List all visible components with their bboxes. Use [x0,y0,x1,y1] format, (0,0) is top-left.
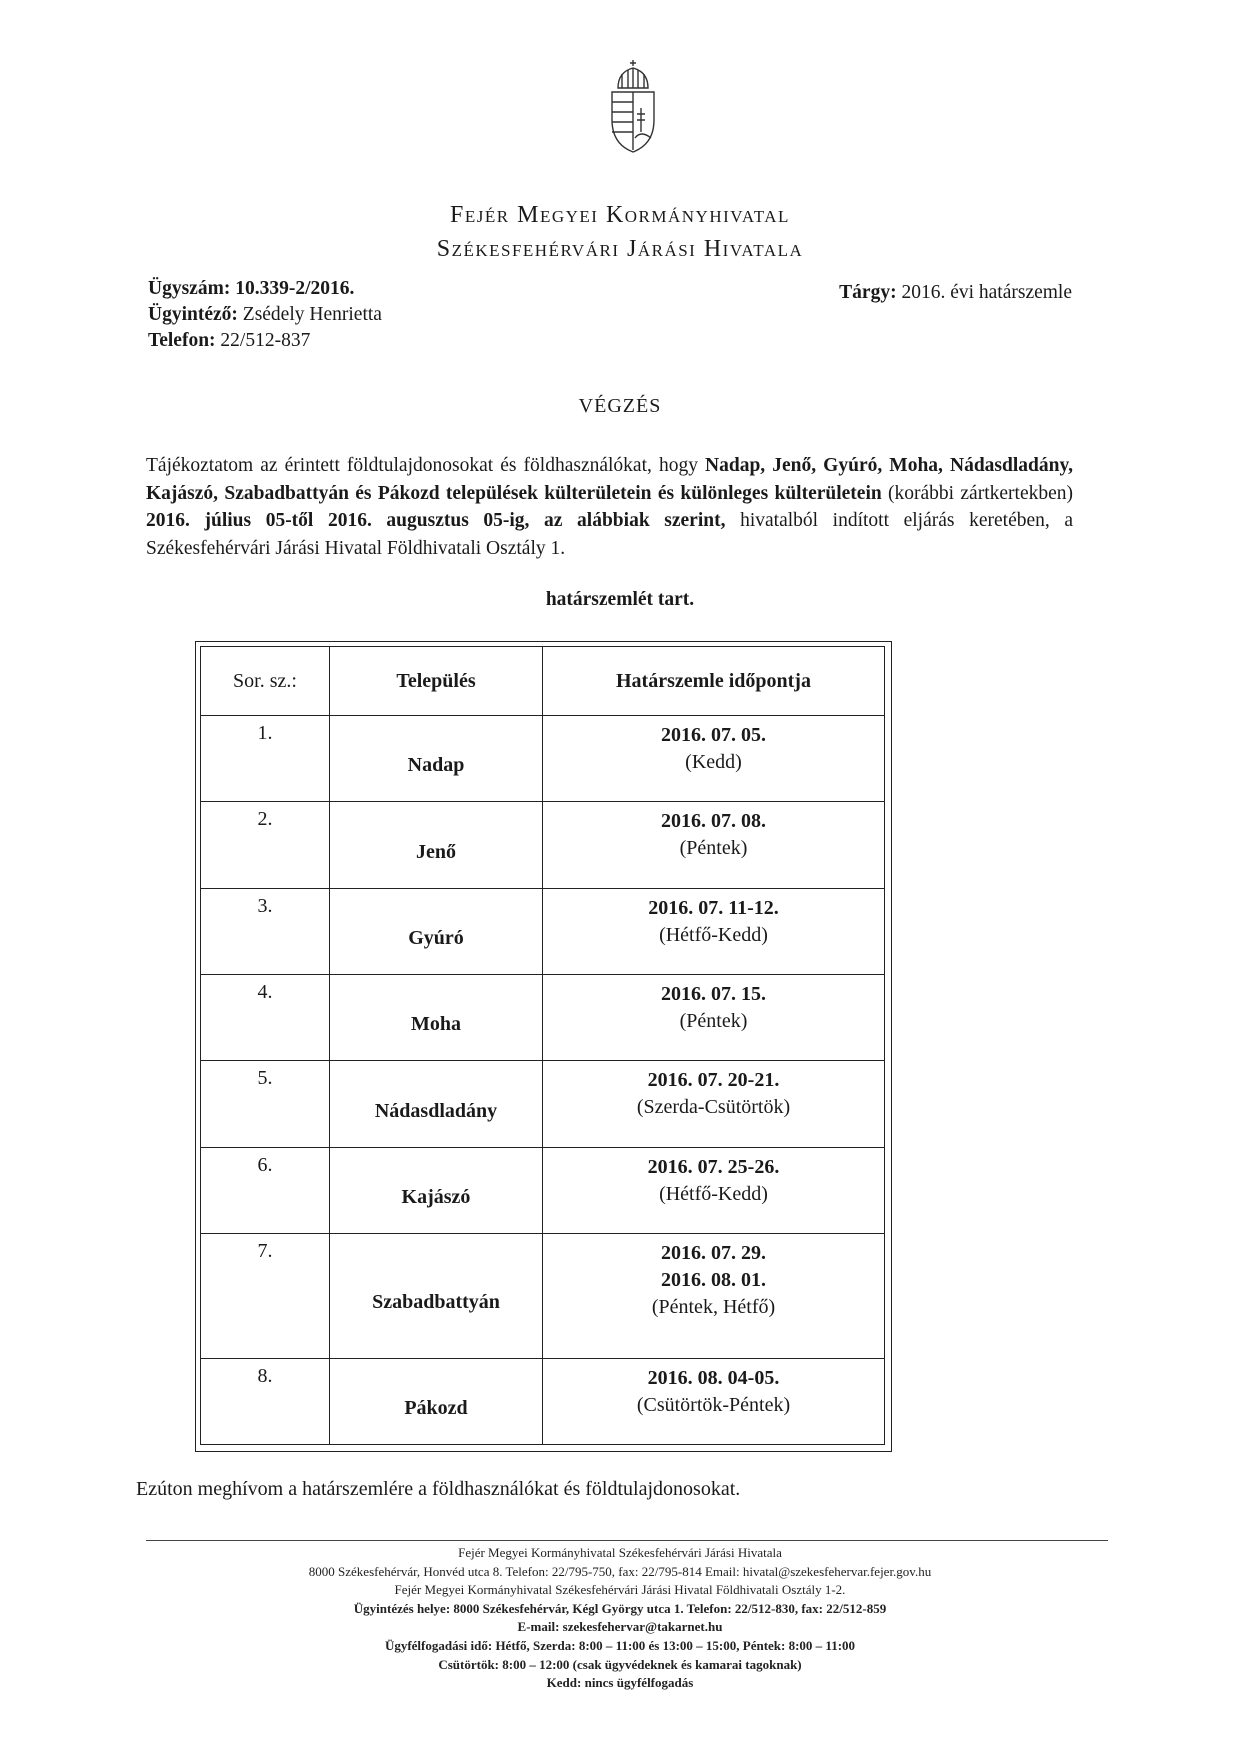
row-settlement: Nádasdladány [330,1061,543,1147]
row-date: 2016. 07. 15. [661,983,766,1006]
table-row [201,1358,885,1444]
row-number: 5. [201,1061,330,1147]
row-date: 2016. 07. 05. [661,724,766,746]
row-number: 1. [201,716,330,802]
letterhead [0,198,1240,266]
footer-line: E-mail: szekesfehervar@takarnet.hu [517,1619,723,1635]
row-settlement: Szabadbattyán [330,1234,543,1359]
body-intro: Tájékoztatom az érintett földtulajdonosokat és földhasználókat, hogy [146,455,698,476]
body-paragraph [146,452,1073,562]
footer-line: Ügyintézés helye: 8000 Székesfehérvár, Kégl György utca 1. Telefon: 22/512-830, fax: 22/512-859 [353,1600,887,1616]
row-dates [543,975,885,1061]
coat-of-arms-icon [604,58,662,154]
body-note: (korábbi zártkertekben) [888,482,1073,504]
footer-line: Fejér Megyei Kormányhivatal Székesfehérvári Járási Hivatala [458,1545,782,1560]
header-date: Határszemle időpontja [543,647,885,716]
row-settlement: Moha [330,975,543,1061]
row-date: 2016. 07. 25-26. [647,1155,780,1178]
schedule-table-frame [195,641,892,1452]
table-row [201,1061,885,1147]
row-number: 6. [201,1147,330,1233]
header-no: Sor. sz.: [201,647,330,716]
row-dates [543,1061,885,1147]
case-number-line [148,276,382,302]
row-date: 2016. 07. 20-21. [647,1069,780,1092]
footer-line: Fejér Megyei Kormányhivatal Székesfehérvári Járási Hivatal Földhivatali Osztály 1-2. [394,1582,846,1598]
footer-line: 8000 Székesfehérvár, Honvéd utca 8. Telefon: 22/795-750, fax: 22/795-814 Email: hivatal@szekesfehervar.fejer.gov.hu [308,1563,932,1579]
row-settlement: Kajászó [330,1147,543,1233]
case-number-value: 10.339-2/2016. [235,278,355,299]
footer [0,1544,1240,1693]
subject-value: 2016. évi határszemle [901,282,1072,303]
row-date: 2016. 08. 04-05. [647,1366,780,1389]
table-header-row [201,647,885,716]
row-settlement: Pákozd [330,1358,543,1444]
phone-line [148,328,382,354]
footer-line: Ügyfélfogadási idő: Hétfő, Szerda: 8:00 – 11:00 és 13:00 – 15:00, Péntek: 8:00 – 11:00 [384,1637,856,1653]
row-dates [543,1147,885,1233]
row-dates [543,1234,885,1359]
row-weekday: (Kedd) [685,751,742,773]
case-number-label: Ügyszám: [148,278,231,299]
table-row [201,975,885,1061]
subject-line [839,282,1072,304]
row-number: 8. [201,1358,330,1444]
row-date: 2016. 07. 11-12. [648,896,779,919]
row-weekday: (Hétfő-Kedd) [659,1182,768,1205]
officer-line [148,302,382,328]
table-row [201,1234,885,1359]
row-date: 2016. 07. 08. [661,810,766,833]
row-settlement: Gyúró [330,888,543,974]
footer-line: Kedd: nincs ügyfélfogadás [546,1675,694,1691]
row-settlement: Nadap [330,716,543,802]
row-dates [543,716,885,802]
phone-label: Telefon: [148,330,216,351]
header-place: Település [330,647,543,716]
table-row [201,1147,885,1233]
row-number: 4. [201,975,330,1061]
row-number: 7. [201,1234,330,1359]
row-number: 2. [201,802,330,888]
schedule-table [200,646,885,1445]
invitation-text: Ezúton meghívom a határszemlére a földhasználókat és földtulajdonosokat. [136,1478,741,1500]
row-date: 2016. 08. 01. [661,1269,766,1292]
row-weekday: (Péntek, Hétfő) [651,1296,776,1319]
body-period: 2016. július 05-től 2016. augusztus 05-ig, az alábbiak szerint, [146,510,726,531]
row-weekday: (Csütörtök-Péntek) [636,1393,791,1416]
footer-line: Csütörtök: 8:00 – 12:00 (csak ügyvédeknek és kamarai tagoknak) [438,1656,802,1672]
action-line: határszemlét tart. [545,589,695,610]
subject-label: Tárgy: [839,282,897,303]
table-row [201,888,885,974]
table-row [201,716,885,802]
phone-value: 22/512-837 [220,330,311,351]
row-weekday: (Péntek) [679,837,748,860]
officer-label: Ügyintéző: [148,304,238,325]
row-dates [543,888,885,974]
table-row [201,802,885,888]
row-dates [543,802,885,888]
row-weekday: (Hétfő-Kedd) [659,923,768,946]
document-title: VÉGZÉS [578,395,662,417]
footer-divider [146,1540,1108,1541]
body-closing: hivatalból indított eljárás keretében, a Székesfehérvári Járási Hivatal Földhivatali Osztály 1. [146,510,1074,559]
row-weekday: (Péntek) [679,1010,748,1033]
row-date: 2016. 07. 29. [661,1242,766,1265]
body-settlements: Nadap, Jenő, Gyúró, Moha, Nádasdladány, Kajászó, Szabadbattyán és Pákozd települések külterületein és különleges külterületein [146,455,1074,504]
org-unit: Székesfehérvári Járási Hivatala [436,236,804,262]
officer-value: Zsédely Henrietta [242,304,382,325]
row-dates [543,1358,885,1444]
row-weekday: (Szerda-Csütörtök) [636,1096,791,1119]
row-settlement: Jenő [330,802,543,888]
case-meta [148,276,382,354]
org-name: Fejér Megyei Kormányhivatal [450,202,790,228]
row-number: 3. [201,888,330,974]
